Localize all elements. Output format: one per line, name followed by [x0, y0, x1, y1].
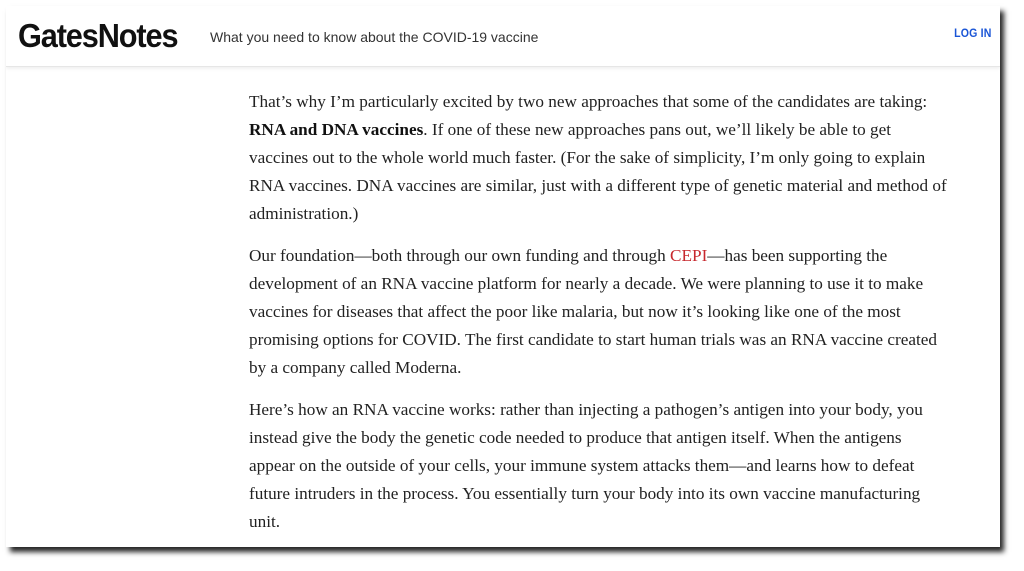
site-logo[interactable]: GatesNotes — [18, 17, 178, 54]
rna-dna-vaccines-emphasis: RNA and DNA vaccines — [249, 120, 424, 139]
site-header — [6, 6, 1000, 67]
paragraph-1-text-end: . If one of these new approaches pans out, we’ll likely be able to get vaccines out to the whole world much faster. (For the sake of simplicity, I’m only going to explain RNA vaccines. DNA vaccines are similar, just with a different type of genetic material and method of administration.) — [249, 120, 947, 223]
paragraph-3: Here’s how an RNA vaccine works: rather than injecting a pathogen’s antigen into your body, you instead give the body the genetic code needed to produce that antigen itself. When the antigens appear on the outside of your cells, your immune system attacks them—and learns how to defeat future intruders in the process. You essentially turn your body into its own vaccine manufacturing unit. — [249, 400, 923, 531]
article-body — [249, 88, 949, 547]
cepi-link[interactable]: CEPI — [670, 246, 708, 265]
paragraph-2 — [249, 242, 949, 382]
article-title: What you need to know about the COVID-19 vaccine — [210, 29, 539, 45]
paragraph-2-text-start: Our foundation—both through our own funding and through — [249, 246, 671, 265]
paragraph-1 — [249, 88, 949, 228]
paragraph-1-text-start: That’s why I’m particularly excited by two new approaches that some of the candidates are taking: — [249, 92, 928, 111]
paragraph-2-text-end: —has been supporting the development of an RNA vaccine platform for nearly a decade. We were planning to use it to make vaccines for diseases that affect the poor like malaria, but now it’s looking like one of the most promising options for COVID. The first candidate to start human trials was an RNA vaccine created by a company called Moderna. — [249, 246, 937, 377]
login-link[interactable]: LOG IN — [954, 26, 992, 40]
browser-page — [6, 6, 1000, 547]
